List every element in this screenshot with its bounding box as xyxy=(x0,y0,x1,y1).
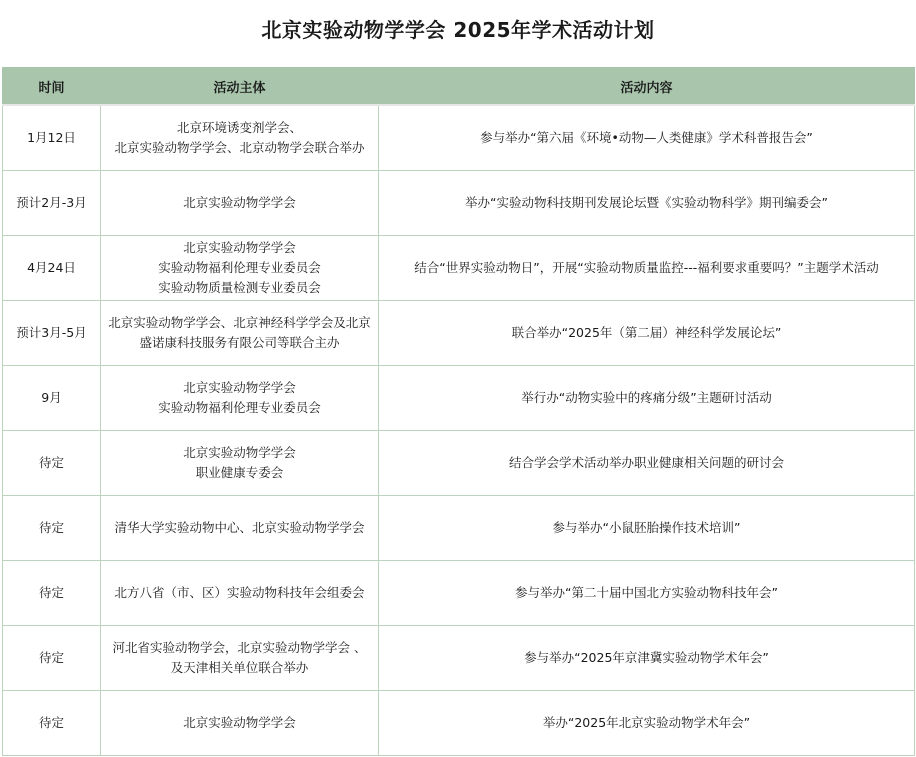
table-row xyxy=(3,171,915,236)
cell-content: 参与举办“第二十届中国北方实验动物科技年会” xyxy=(379,561,915,626)
table-row xyxy=(3,496,915,561)
host-line: 实验动物质量检测专业委员会 xyxy=(158,280,321,295)
cell-time: 预计3月-5月 xyxy=(3,301,101,366)
cell-host xyxy=(101,561,379,626)
cell-content: 结合学会学术活动举办职业健康相关问题的研讨会 xyxy=(379,431,915,496)
host-line: 北京实验动物学学会 xyxy=(183,240,296,255)
host-line: 及天津相关单位联合举办 xyxy=(170,660,309,675)
host-line: 北方八省（市、区）实验动物科技年会组委会 xyxy=(114,585,365,600)
cell-time: 9月 xyxy=(3,366,101,431)
activity-plan-table xyxy=(2,67,915,756)
cell-content: 参与举办“小鼠胚胎操作技术培训” xyxy=(379,496,915,561)
cell-host xyxy=(101,691,379,756)
host-line: 北京实验动物学学会 xyxy=(183,445,296,460)
table-body xyxy=(3,105,915,756)
cell-time: 待定 xyxy=(3,626,101,691)
host-line: 北京环境诱变剂学会、 xyxy=(176,120,302,135)
cell-time: 待定 xyxy=(3,561,101,626)
host-line: 北京实验动物学学会、北京神经科学学会及北京 xyxy=(108,315,371,330)
table-row xyxy=(3,691,915,756)
cell-host xyxy=(101,301,379,366)
table-row xyxy=(3,301,915,366)
cell-host xyxy=(101,431,379,496)
cell-content: 参与举办“第六届《环境•动物—人类健康》学术科普报告会” xyxy=(379,105,915,171)
table-row xyxy=(3,105,915,171)
table-row xyxy=(3,431,915,496)
cell-content: 举办“2025年北京实验动物学术年会” xyxy=(379,691,915,756)
cell-time: 待定 xyxy=(3,431,101,496)
cell-content: 结合“世界实验动物日”，开展“实验动物质量监控---福利要求重要吗？”主题学术活动 xyxy=(379,236,915,301)
table-row xyxy=(3,366,915,431)
cell-host xyxy=(101,171,379,236)
cell-time: 4月24日 xyxy=(3,236,101,301)
host-line: 北京实验动物学学会 xyxy=(183,380,296,395)
cell-time: 预计2月-3月 xyxy=(3,171,101,236)
cell-time: 待定 xyxy=(3,496,101,561)
cell-time: 待定 xyxy=(3,691,101,756)
cell-host xyxy=(101,105,379,171)
cell-host xyxy=(101,626,379,691)
host-line: 清华大学实验动物中心、北京实验动物学学会 xyxy=(114,520,365,535)
table-row xyxy=(3,626,915,691)
host-line: 河北省实验动物学会，北京实验动物学学会 、 xyxy=(112,640,367,655)
header-host: 活动主体 xyxy=(101,68,379,106)
cell-content: 举行办“动物实验中的疼痛分级”主题研讨活动 xyxy=(379,366,915,431)
header-content: 活动内容 xyxy=(379,68,915,106)
header-time: 时间 xyxy=(3,68,101,106)
host-line: 职业健康专委会 xyxy=(195,465,284,480)
host-line: 北京实验动物学学会、北京动物学会联合举办 xyxy=(114,140,365,155)
table-row xyxy=(3,236,915,301)
cell-host xyxy=(101,236,379,301)
cell-content: 举办“实验动物科技期刊发展论坛暨《实验动物科学》期刊编委会” xyxy=(379,171,915,236)
table-row xyxy=(3,561,915,626)
cell-content: 参与举办“2025年京津冀实验动物学术年会” xyxy=(379,626,915,691)
cell-host xyxy=(101,496,379,561)
host-line: 北京实验动物学学会 xyxy=(183,195,296,210)
table-header-row xyxy=(3,68,915,106)
cell-content: 联合举办“2025年（第二届）神经科学发展论坛” xyxy=(379,301,915,366)
cell-time: 1月12日 xyxy=(3,105,101,171)
cell-host xyxy=(101,366,379,431)
host-line: 北京实验动物学学会 xyxy=(183,715,296,730)
host-line: 盛诺康科技服务有限公司等联合主办 xyxy=(139,335,340,350)
page-title: 北京实验动物学学会 2025年学术活动计划 xyxy=(261,18,655,42)
host-line: 实验动物福利伦理专业委员会 xyxy=(158,260,321,275)
host-line: 实验动物福利伦理专业委员会 xyxy=(158,400,321,415)
